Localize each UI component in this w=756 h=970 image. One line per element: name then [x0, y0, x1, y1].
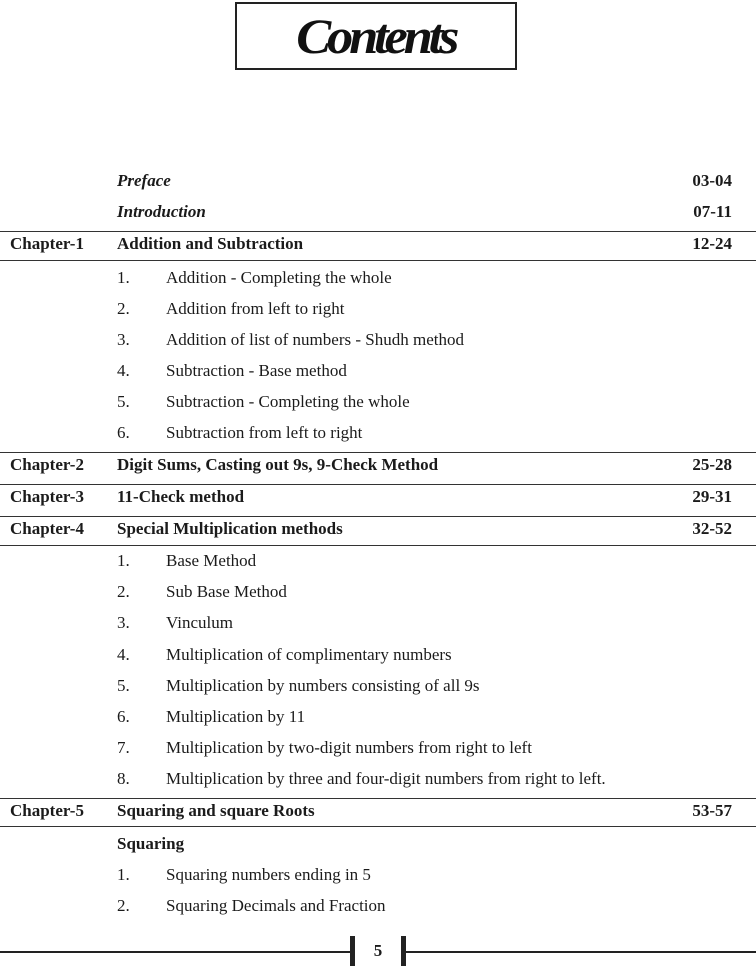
divider: [0, 826, 756, 827]
item-text: Vinculum: [166, 613, 233, 632]
item-number: 1.: [117, 268, 130, 287]
chapter-label: Chapter-5: [10, 801, 84, 820]
item-text: Subtraction - Base method: [166, 361, 347, 380]
list-item: [0, 293, 756, 324]
list-item: [0, 890, 756, 921]
item-number: 8.: [117, 769, 130, 788]
list-item: [0, 859, 756, 890]
item-text: Multiplication by 11: [166, 707, 306, 726]
list-item: [0, 607, 756, 638]
toc-entry-label: Preface: [117, 171, 171, 190]
item-text: Multiplication by numbers consisting of all 9s: [166, 676, 480, 695]
list-item: [0, 763, 756, 794]
chapter-title: Squaring and square Roots: [117, 801, 315, 820]
item-text: Squaring Decimals and Fraction: [166, 896, 386, 915]
footer-bar-left: [350, 936, 355, 966]
item-text: Subtraction from left to right: [166, 423, 363, 442]
chapter-title: 11-Check method: [117, 487, 245, 506]
item-text: Multiplication of complimentary numbers: [166, 645, 452, 664]
toc-chapter-4: [0, 513, 756, 544]
item-text: Addition - Completing the whole: [166, 268, 392, 287]
page-number: 5: [373, 941, 383, 960]
chapter-label: Chapter-1: [10, 234, 84, 253]
list-item: [0, 576, 756, 607]
subheading-text: Squaring: [117, 834, 185, 853]
chapter-label: Chapter-4: [10, 519, 84, 538]
list-item: [0, 417, 756, 448]
list-item: [0, 732, 756, 763]
list-item: [0, 639, 756, 670]
chapter-pages: 32-52: [692, 519, 732, 538]
item-number: 6.: [117, 707, 130, 726]
item-text: Multiplication by two-digit numbers from right to left: [166, 738, 532, 757]
item-text: Base Method: [166, 551, 257, 570]
list-item: [0, 386, 756, 417]
item-number: 2.: [117, 299, 130, 318]
item-number: 2.: [117, 582, 130, 601]
item-text: Multiplication by three and four-digit numbers from right to left.: [166, 769, 606, 788]
toc-entry-pages: 03-04: [692, 171, 732, 190]
toc-chapter-5: [0, 795, 756, 826]
chapter-pages: 53-57: [692, 801, 732, 820]
list-item: [0, 355, 756, 386]
chapter-label: Chapter-3: [10, 487, 84, 506]
item-number: 4.: [117, 361, 130, 380]
chapter-label: Chapter-2: [10, 455, 84, 474]
item-text: Addition of list of numbers - Shudh method: [166, 330, 464, 349]
list-item: [0, 545, 756, 576]
item-number: 6.: [117, 423, 130, 442]
item-number: 1.: [117, 865, 130, 884]
toc-entry-pages: 07-11: [693, 202, 732, 221]
toc-entry-introduction: [0, 196, 756, 227]
toc-entry-preface: [0, 165, 756, 196]
page-title: Contents: [296, 8, 456, 64]
item-number: 5.: [117, 392, 130, 411]
item-text: Sub Base Method: [166, 582, 287, 601]
chapter-pages: 12-24: [692, 234, 732, 253]
item-number: 4.: [117, 645, 130, 664]
chapter-title: Digit Sums, Casting out 9s, 9-Check Method: [117, 455, 439, 474]
chapter-title: Addition and Subtraction: [117, 234, 304, 253]
item-number: 1.: [117, 551, 130, 570]
chapter-pages: 25-28: [692, 455, 732, 474]
toc-chapter-1: [0, 228, 756, 259]
list-item: [0, 701, 756, 732]
item-number: 3.: [117, 613, 130, 632]
item-number: 7.: [117, 738, 130, 757]
toc-chapter-3: [0, 481, 756, 512]
item-number: 3.: [117, 330, 130, 349]
contents-title-box: [235, 2, 517, 70]
item-text: Subtraction - Completing the whole: [166, 392, 410, 411]
list-item: [0, 262, 756, 293]
list-item: [0, 324, 756, 355]
toc-entry-label: Introduction: [117, 202, 206, 221]
divider: [0, 260, 756, 261]
item-text: Squaring numbers ending in 5: [166, 865, 371, 884]
toc-chapter-2: [0, 449, 756, 480]
footer-bar-right: [401, 936, 406, 966]
section-subheading: [0, 828, 756, 859]
item-number: 2.: [117, 896, 130, 915]
page-number-box: [350, 936, 406, 966]
chapter-pages: 29-31: [692, 487, 732, 506]
list-item: [0, 670, 756, 701]
item-text: Addition from left to right: [166, 299, 345, 318]
chapter-title: Special Multiplication methods: [117, 519, 343, 538]
item-number: 5.: [117, 676, 130, 695]
